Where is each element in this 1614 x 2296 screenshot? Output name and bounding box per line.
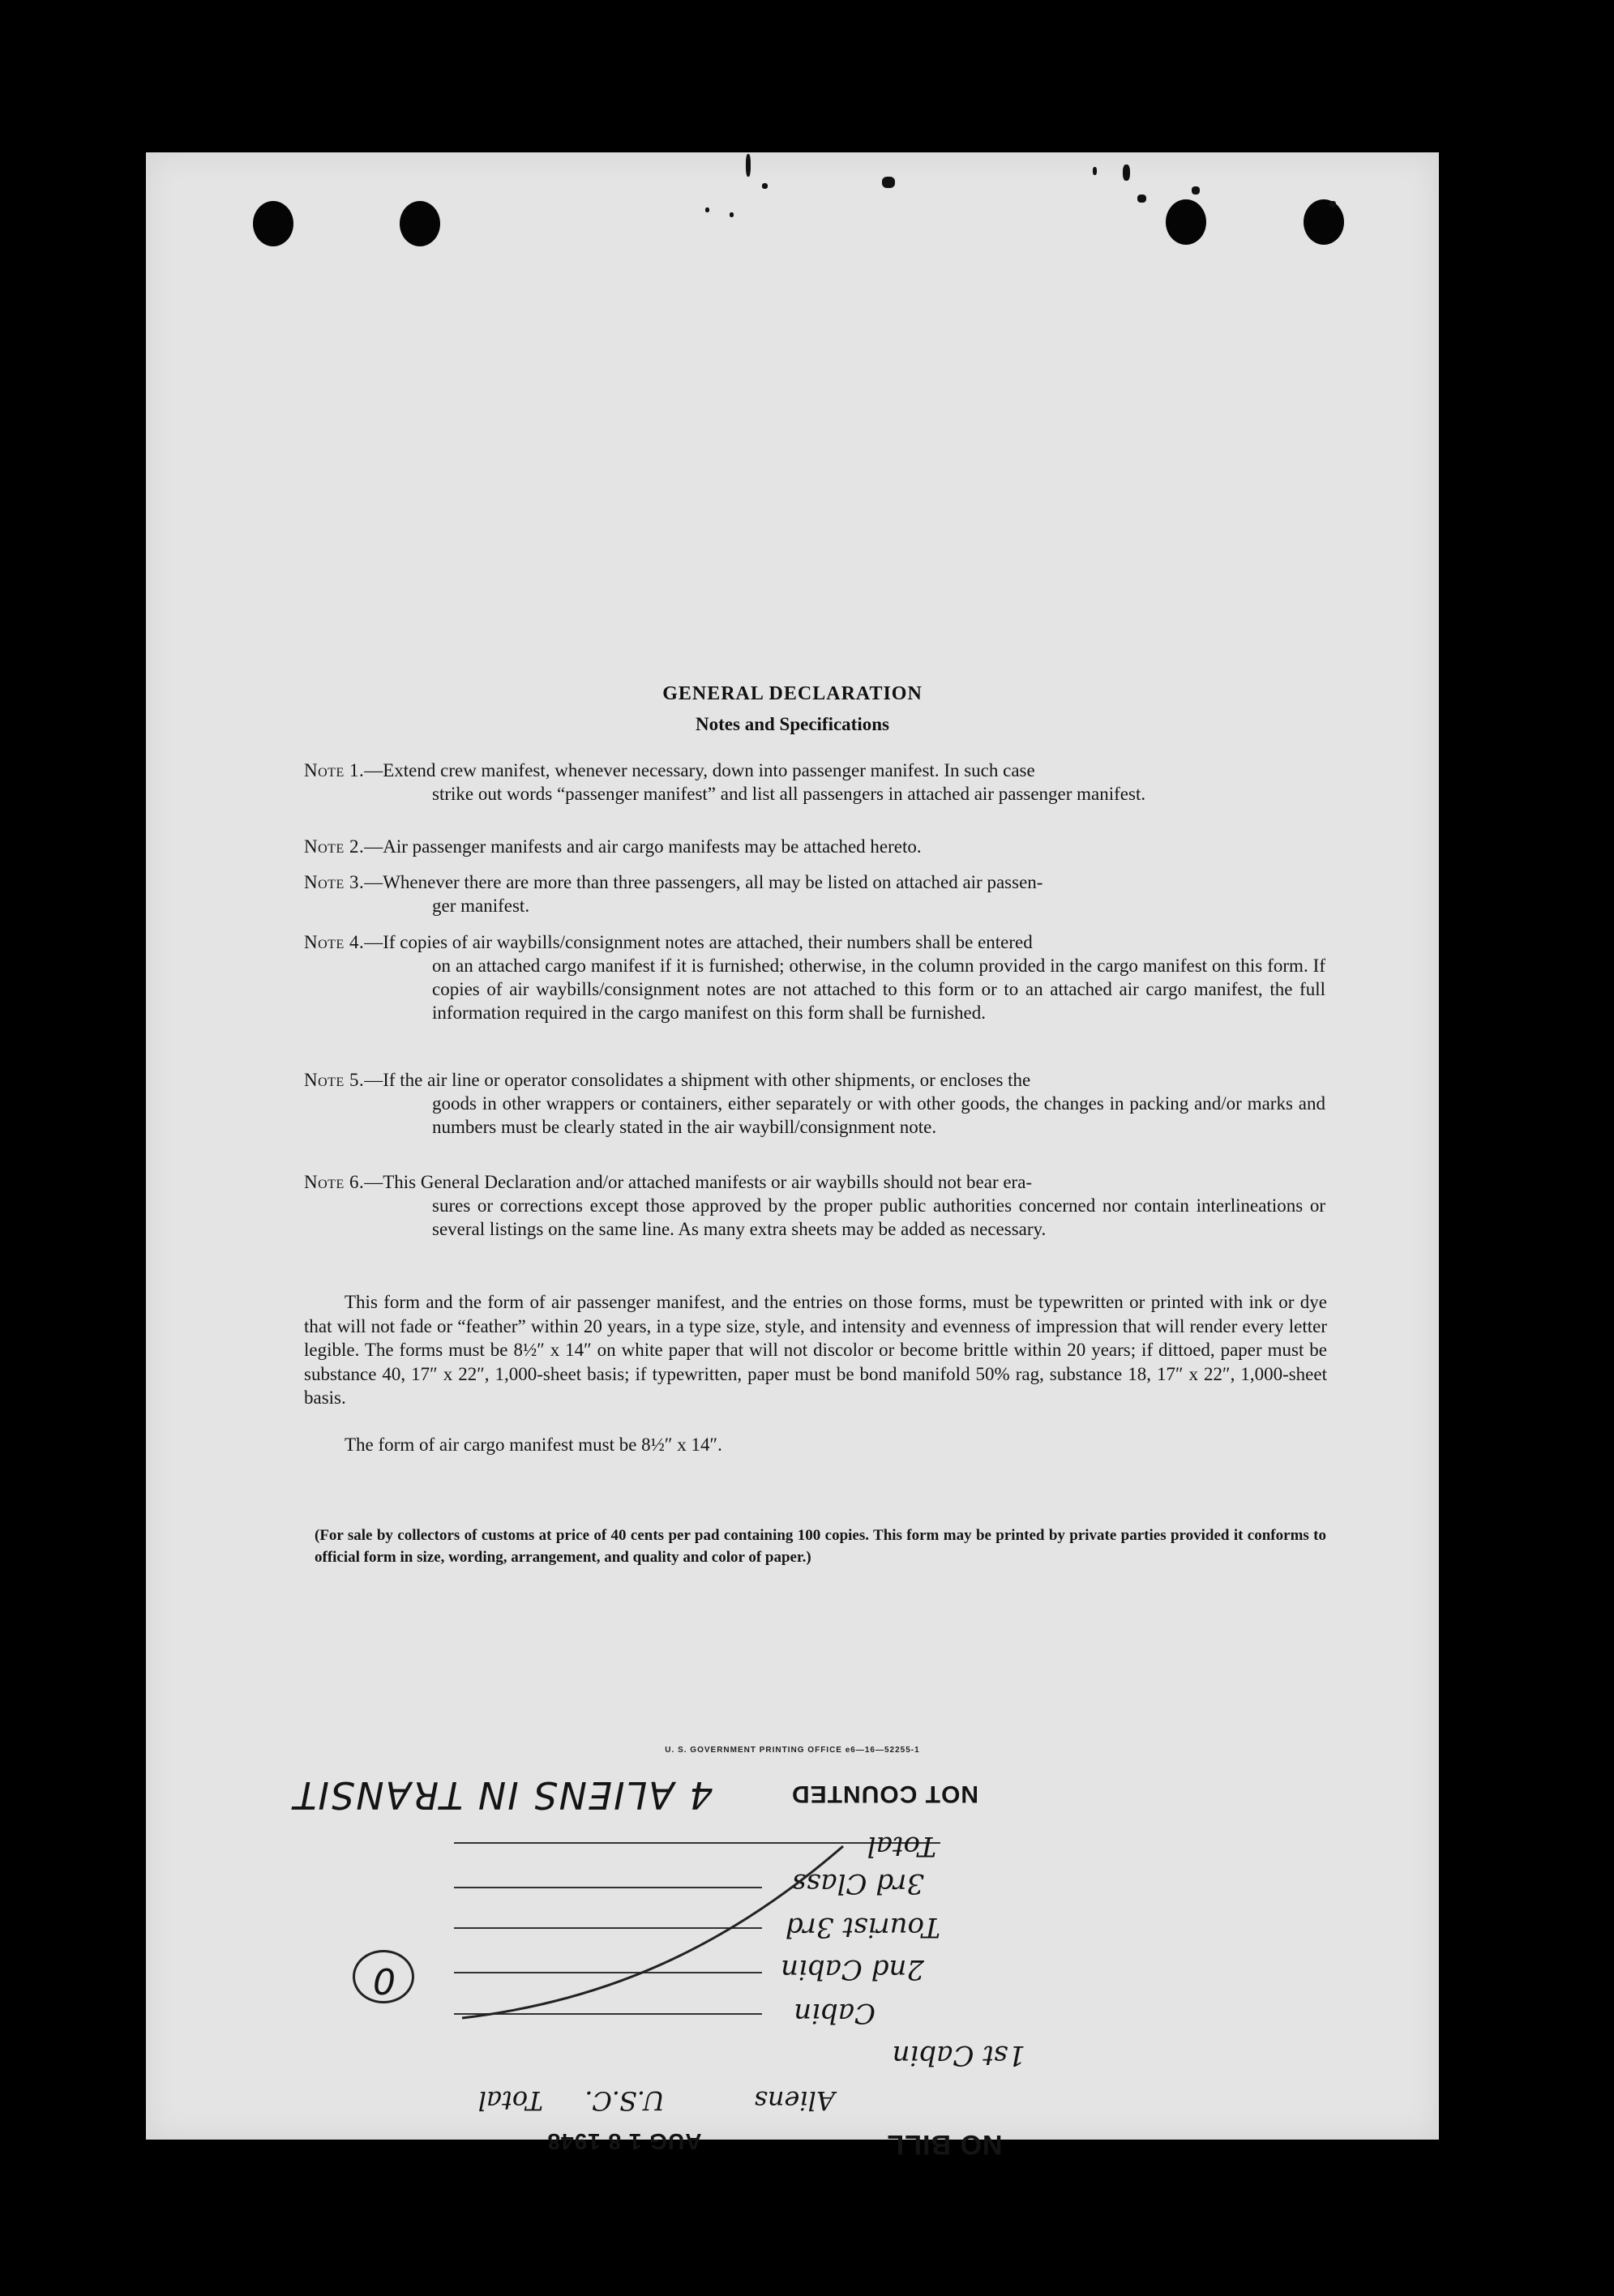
cancel-stroke [454,1830,859,2024]
tally-row-2nd-cabin: 2nd Cabin [781,1953,924,1986]
note-5 [304,1068,1325,1139]
note-label: Note 2. [304,836,365,857]
note-text-continued: on an attached cargo manifest if it is furnished; otherwise, in the column provided in the cargo manifest on this form. If copies of air waybills/consignment notes are not attached to this form or to an attached air cargo manifest, the full information required in the cargo manifest on this form shall be furnished. [432,956,1325,1023]
specification-paragraph [304,1290,1327,1410]
sale-notice: (For sale by collectors of customs at price of 40 cents per pad containing 100 copies. This form may be printed by private parties provided it conforms to official form in size, wording, arrangement, and quality and color of paper.) [315,1527,1326,1566]
note-text-continued: sures or corrections except those approved by the proper public authorities concerned nor contain interlineations or several listings on the same line. As many extra sheets may be added as necessary. [432,1195,1325,1239]
tally-row-total: Total [867,1830,936,1862]
damage-speck [1123,165,1130,181]
note-text: —This General Declaration and/or attached manifests or air waybills should not bear era- [364,1172,1033,1192]
note-label: Note 1. [304,760,365,780]
damage-speck [730,212,734,217]
date-stamp: AUG 1 8 1948 [546,2129,702,2154]
note-2 [304,835,1325,858]
note-4 [304,930,1325,1024]
note-label: Note 6. [304,1172,365,1192]
note-1 [304,759,1325,806]
tally-row-1st-cabin: 1st Cabin [892,2039,1025,2072]
damage-speck [1137,195,1146,203]
tally-column-usc: U.S.C. [584,2085,665,2116]
specification-text: This form and the form of air passenger manifest, and the entries on those forms, must be typewritten or printed with ink or dye that will not fade or “feather” within 20 years, in a type size, style, and intensity and evenness of impression that will render every letter legible. The forms must be 8½″ x 14″ on white paper that will not discolor or become brittle within 20 years; if dittoed, paper must be substance 40, 17″ x 22″, 1,000-sheet basis; if typewritten, paper must be bond manifold 50% rag, substance 18, 17″ x 22″, 1,000-sheet basis. [304,1292,1327,1408]
not-counted-stamp: NOT COUNTED [791,1781,978,1807]
tally-row-3rd-class: 3rd Class [792,1867,924,1900]
note-label: Note 5. [304,1070,365,1090]
note-text: —Extend crew manifest, whenever necessary, down into passenger manifest. In such case [364,760,1035,780]
damage-speck [705,207,709,212]
note-text-continued: goods in other wrappers or containers, either separately or with other goods, the changes in packing and/or marks and numbers must be clearly stated in the air waybill/consignment note. [432,1093,1325,1137]
page-title: GENERAL DECLARATION [662,683,923,704]
note-text: —Whenever there are more than three passengers, all may be listed on attached air passen- [364,872,1043,892]
punch-hole-left-1 [253,201,293,246]
document-sheet [146,152,1439,2160]
note-label: Note 4. [304,932,365,952]
punch-hole-left-2 [400,201,440,246]
note-text-continued: strike out words “passenger manifest” and list all passengers in attached air passenger manifest. [432,784,1146,804]
page-subtitle: Notes and Specifications [696,714,889,734]
note-text: —Air passenger manifests and air cargo manifests may be attached hereto. [364,836,922,857]
cargo-specification-text: The form of air cargo manifest must be 8½″ x 14″. [345,1434,722,1455]
damage-speck [882,177,895,188]
damage-speck [762,183,768,189]
note-text: —If the air line or operator consolidates a shipment with other shipments, or encloses the [364,1070,1031,1090]
handwritten-circled-mark: 0 [353,1950,414,2003]
damage-speck [1329,201,1336,207]
tally-row-tourist-3rd: Tourist 3rd [785,1911,940,1943]
tally-row-cabin: Cabin [794,1997,875,2029]
printer-imprint: U. S. GOVERNMENT PRINTING OFFICE e6—16—52255-1 [665,1746,920,1755]
note-text-continued: ger manifest. [432,896,530,916]
cargo-specification [304,1433,1327,1457]
tally-column-aliens: Aliens [754,2085,835,2116]
tally-column-total: Total [477,2085,543,2116]
note-3 [304,870,1325,917]
punch-hole-right-1 [1166,199,1206,245]
note-6 [304,1170,1325,1241]
note-label: Note 3. [304,872,365,892]
damage-speck [746,154,751,177]
no-bill-stamp: NO BILL [886,2129,1003,2160]
note-text: —If copies of air waybills/consignment notes are attached, their numbers shall be entered [364,932,1033,952]
punch-hole-right-2 [1304,199,1344,245]
damage-speck [1093,167,1097,175]
handwritten-aliens-note: 4 ALIENS IN TRANSIT [292,1773,713,1817]
damage-speck [1192,186,1200,195]
